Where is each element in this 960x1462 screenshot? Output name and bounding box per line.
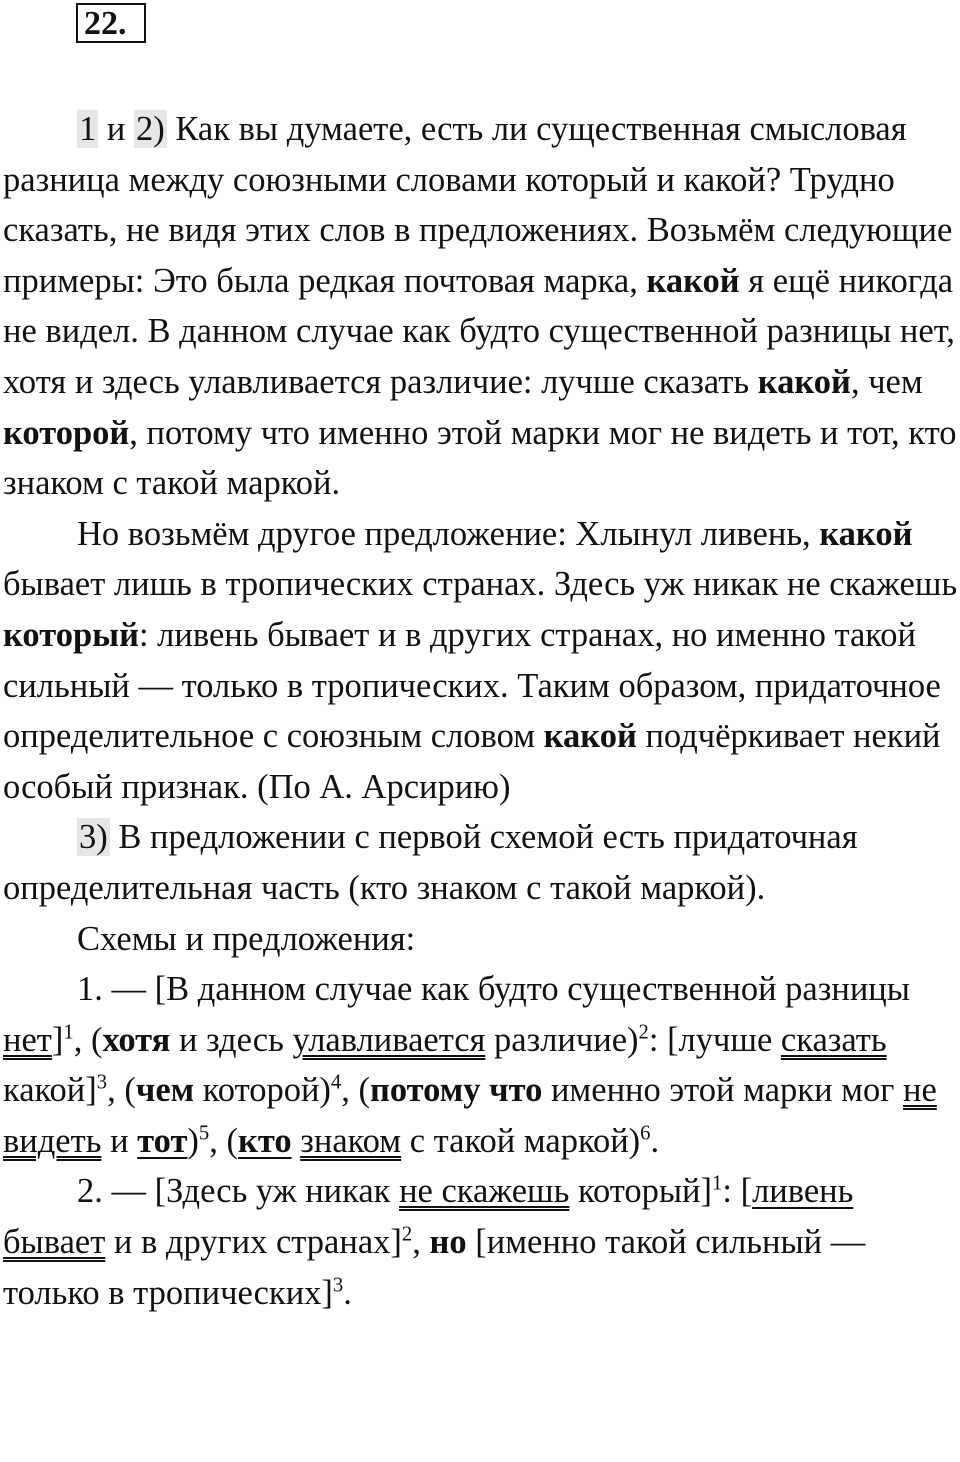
clause-index: 2: [638, 1021, 649, 1044]
clause-index: 2: [401, 1223, 413, 1246]
text-span: : [лучше: [648, 1020, 781, 1059]
text-span: Но возьмём другое предложение: Хлынул ливень,: [77, 514, 820, 553]
text-span: В предложении с первой схемой есть придаточная определительная часть (кто знаком с такой маркой).: [3, 818, 858, 907]
text-span: , (: [107, 1071, 136, 1110]
text-span: Схемы и предложения:: [77, 919, 416, 958]
conjunction-bold: но: [429, 1223, 467, 1262]
text-span: различие): [485, 1020, 639, 1059]
bold-word: какой: [757, 362, 851, 401]
text-span: подчёркивает некий особый признак. (По А. Арсирию): [3, 717, 941, 806]
predicate-underline: сказать: [780, 1020, 887, 1059]
predicate-underline: не скажешь: [399, 1172, 570, 1211]
text-span: ]: [51, 1020, 64, 1059]
bold-word: которой: [3, 413, 130, 452]
bold-word: какой: [646, 261, 740, 300]
clause-index: 6: [640, 1122, 651, 1145]
text-span: 2. — [Здесь уж никак: [77, 1172, 400, 1211]
clause-index: 1: [63, 1021, 74, 1044]
conjunction-bold: хотя: [102, 1020, 171, 1059]
text-span: и здесь: [170, 1020, 293, 1059]
clause-index: 4: [330, 1071, 342, 1094]
bold-word: который: [3, 615, 139, 654]
text-span: ,: [412, 1223, 430, 1262]
text-span: .: [343, 1273, 352, 1312]
paragraph-2: [3, 509, 958, 813]
bold-word: какой: [543, 717, 637, 756]
text-span: бывает лишь в тропических странах. Здесь уж никак не скажешь: [3, 565, 958, 604]
clause-index: 3: [332, 1274, 344, 1297]
conjunction-bold: потому что: [370, 1071, 543, 1110]
paragraph-1: [3, 104, 958, 509]
text-span: я ещё никогда не видел. В данном случае как будто существенной разницы нет, хотя и здесь улавливается различие: лучше сказать: [3, 261, 955, 401]
predicate-underline: бывает: [3, 1223, 106, 1262]
scheme-sentence-1: [3, 964, 958, 1166]
text-span: который]: [569, 1172, 713, 1211]
text-span: .: [650, 1121, 660, 1160]
predicate-underline: знаком: [300, 1121, 402, 1160]
point-marker-3: 3): [79, 818, 108, 857]
text-span: , (: [341, 1071, 370, 1110]
subject-underline: ливень: [752, 1172, 854, 1211]
text-span: , (: [73, 1020, 103, 1059]
point-marker-1: 1: [79, 110, 97, 148]
text-span: и в других странах]: [105, 1223, 402, 1262]
text-span: , потому что именно этой марки мог не видеть и тот, кто знаком с такой маркой.: [3, 413, 957, 503]
text-span: ): [187, 1121, 199, 1160]
answer-text: [3, 104, 958, 1318]
task-number-box: [76, 3, 146, 43]
subject-underline-bold: тот: [137, 1121, 188, 1160]
text-span: [именно такой сильный — только в тропических]: [3, 1223, 866, 1312]
text-span: : ливень бывает и в других странах, но именно такой сильный — только в тропических. Таким образом, придаточное определительное с союзным словом: [3, 615, 941, 756]
text-span: которой): [194, 1071, 331, 1110]
text-span: Как вы думаете, есть ли существенная смысловая разница между союзными словами который и какой? Трудно сказать, не видя этих слов в предложениях. Возьмём следующие примеры: Это была редкая почтовая марка,: [3, 110, 953, 300]
text-span: , (: [209, 1121, 238, 1160]
text-span: [292, 1122, 301, 1160]
clause-index: 5: [198, 1122, 210, 1145]
conjunction-bold: чем: [135, 1071, 195, 1110]
text-span: и: [101, 1121, 138, 1160]
task-number: 22.: [84, 5, 127, 42]
predicate-underline: не видеть: [3, 1071, 937, 1160]
clause-index: 3: [96, 1071, 108, 1094]
predicate-underline: улавливается: [292, 1020, 486, 1059]
predicate-underline: нет: [3, 1020, 52, 1059]
text-span: и: [98, 110, 134, 148]
text-span: какой]: [3, 1071, 97, 1110]
text-span: именно этой марки мог: [542, 1071, 904, 1110]
text-span: с такой маркой): [401, 1121, 641, 1160]
paragraph-3: [3, 812, 958, 913]
text-span: 1. — [В данном случае как будто существенной разницы: [77, 970, 910, 1009]
text-span: , чем: [850, 362, 923, 401]
bold-word: какой: [819, 514, 913, 553]
subject-underline-bold: кто: [237, 1121, 292, 1160]
paragraph-4: [3, 914, 958, 965]
clause-index: 1: [712, 1172, 723, 1195]
scheme-sentence-2: [3, 1166, 958, 1318]
point-marker-2: 2): [135, 110, 165, 148]
text-span: : [: [722, 1172, 753, 1211]
